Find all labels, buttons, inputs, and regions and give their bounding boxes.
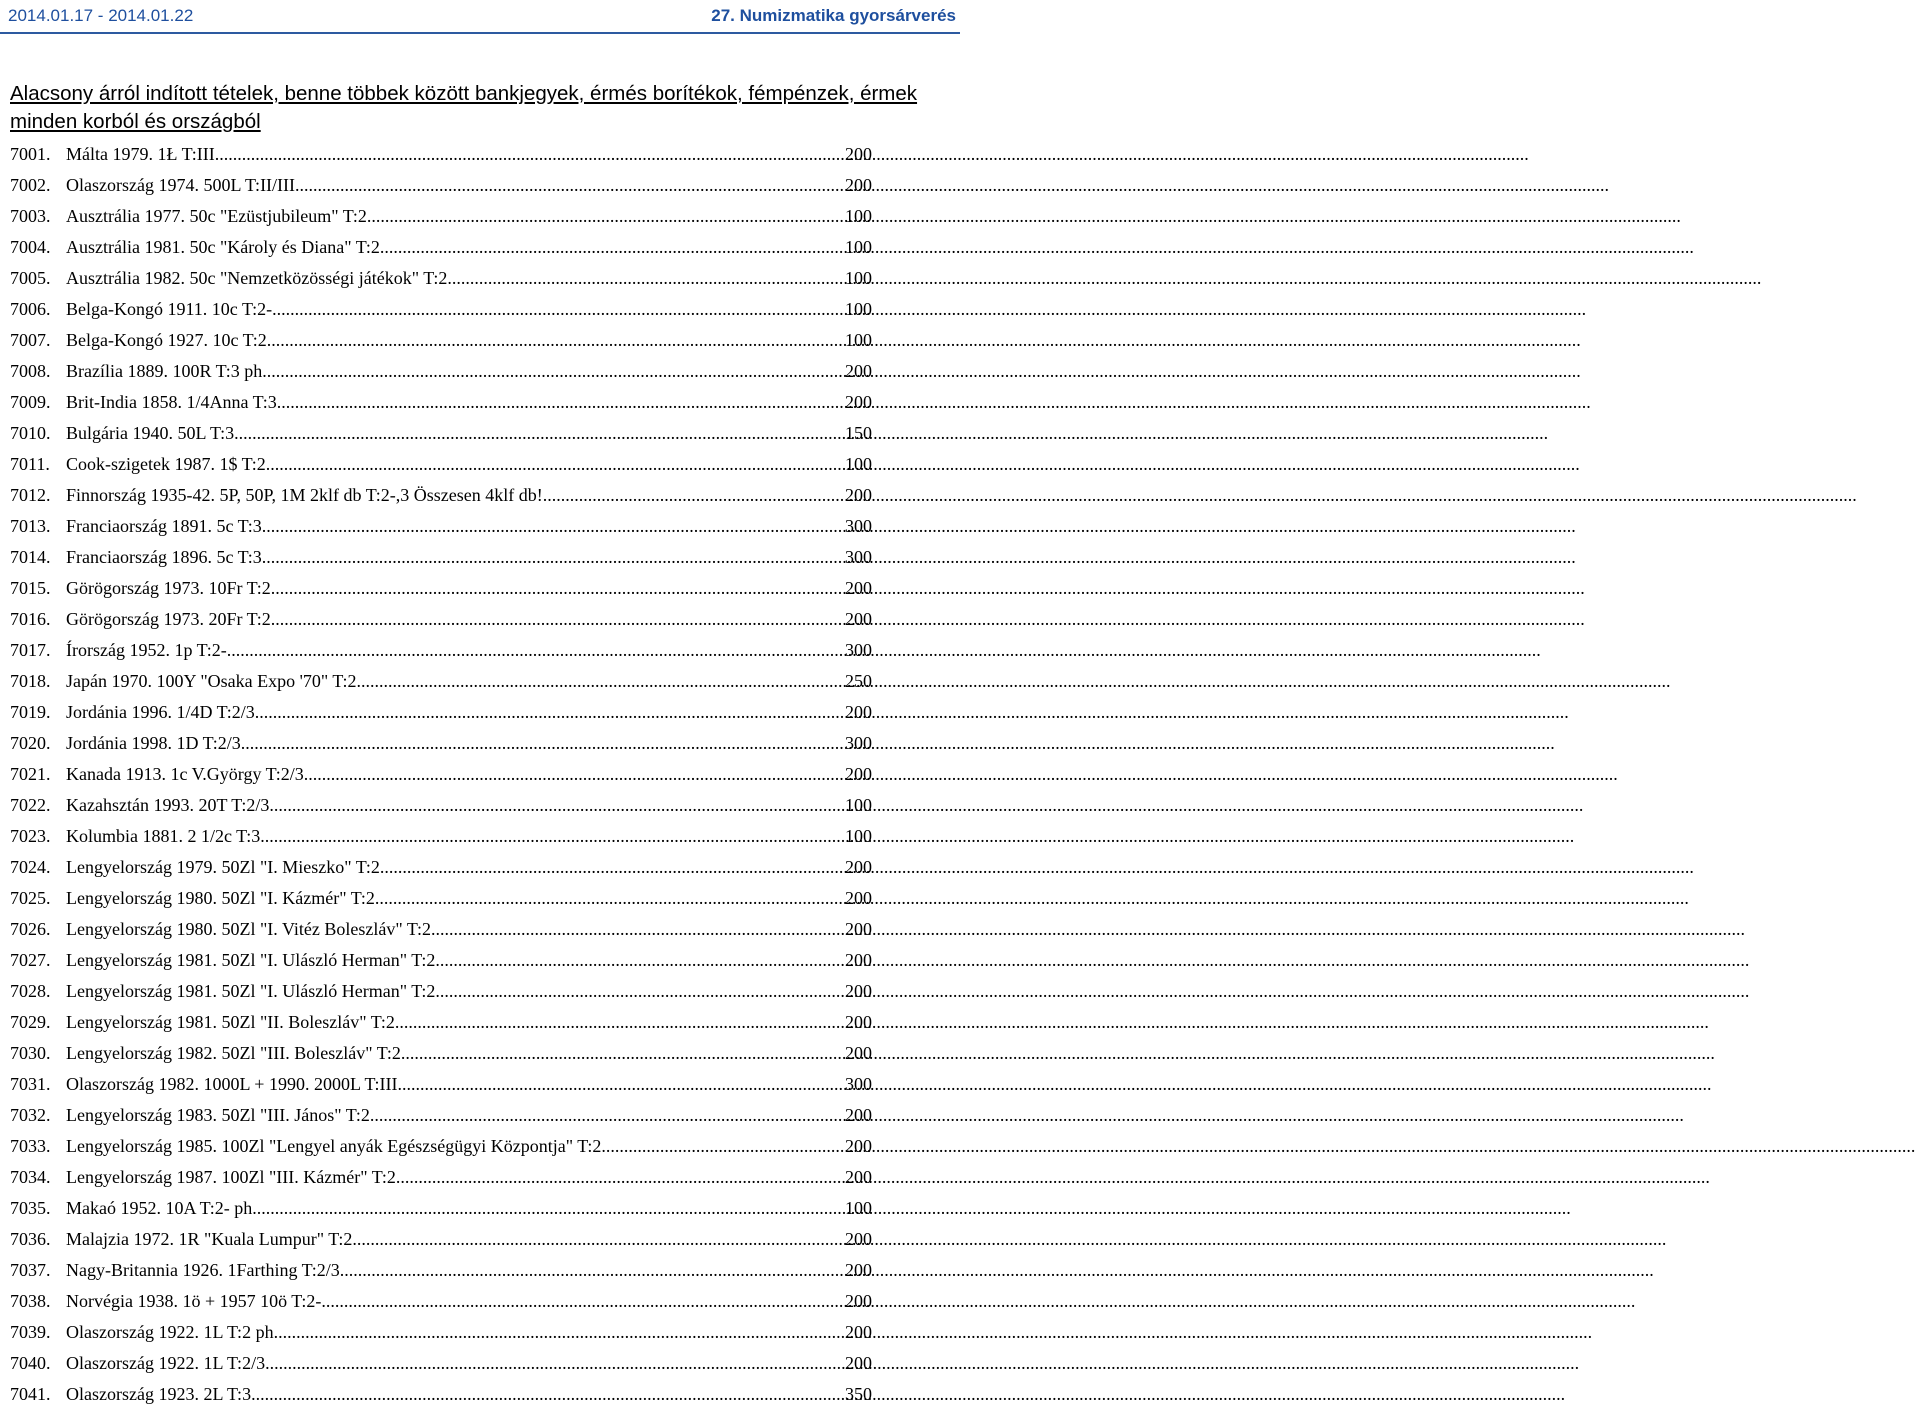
dot-leader [234,423,845,444]
dot-leader [357,671,845,692]
dot-leader [260,826,845,847]
lot-description: Kanada 1913. 1c V.György T:2/3 [66,764,304,784]
dot-leader [370,1105,845,1126]
lot-price: 300 [845,733,872,753]
lot-item [10,387,872,418]
lot-description: Makaó 1952. 10A T:2- ph. [66,1198,257,1218]
lot-item [10,945,872,976]
lot-price: 200 [845,1136,872,1156]
lot-price: 100 [845,237,872,257]
dot-leader [251,1384,845,1405]
lot-price: 300 [845,1074,872,1094]
dot-leader [241,733,845,754]
lot-item [10,1348,872,1379]
lot-price: 200 [845,1043,872,1063]
lot-item [10,1007,872,1038]
lot-number: 7013. [10,516,51,536]
dot-leader [431,919,845,940]
lot-description: Nagy-Britannia 1926. 1Farthing T:2/3 [66,1260,340,1280]
dot-leader [262,547,845,568]
lot-price: 200 [845,857,872,877]
lot-price: 300 [845,516,872,536]
lot-description: Lengyelország 1982. 50Zl "III. Boleszláv" T:2 [66,1043,401,1063]
lot-description: Lengyelország 1983. 50Zl "III. János" T:2 [66,1105,370,1125]
lot-item [10,294,872,325]
lot-price: 200 [845,1353,872,1373]
lot-description: Lengyelország 1981. 50Zl "I. Ulászló Herman" T:2 [66,981,436,1001]
lot-description: Olaszország 1922. 1L T:2 ph. [66,1322,279,1342]
dot-leader [272,299,845,320]
dot-leader [380,237,845,258]
lot-item [10,976,872,1007]
lot-price: 200 [845,1167,872,1187]
lot-price: 200 [845,144,872,164]
lot-item [10,790,872,821]
lot-price: 150 [845,423,872,443]
lot-price: 200 [845,609,872,629]
dot-leader [601,1136,845,1157]
dot-leader [340,1260,845,1281]
lot-price: 200 [845,1260,872,1280]
lot-number: 7010. [10,423,51,443]
lot-description: Jordánia 1998. 1D T:2/3 [66,733,241,753]
lot-item [10,635,872,666]
lot-description: Jordánia 1996. 1/4D T:2/3 [66,702,255,722]
lot-description: Görögország 1973. 20Fr T:2 [66,609,271,629]
lot-number: 7007. [10,330,51,350]
lot-price: 100 [845,268,872,288]
dot-leader [277,392,845,413]
lot-item [10,263,872,294]
dot-leader [395,1012,845,1033]
lot-item [10,821,872,852]
lot-description: Norvégia 1938. 1ö + 1957 10ö T:2- [66,1291,322,1311]
lot-number: 7039. [10,1322,51,1342]
lot-price: 200 [845,1291,872,1311]
lot-price: 200 [845,1229,872,1249]
lot-number: 7038. [10,1291,51,1311]
lot-number: 7023. [10,826,51,846]
lot-price: 200 [845,175,872,195]
lot-price: 350 [845,1384,872,1404]
lot-item [10,604,872,635]
dot-leader [278,1322,845,1343]
lot-number: 7031. [10,1074,51,1094]
lot-price: 100 [845,330,872,350]
lot-price: 100 [845,454,872,474]
lot-description: Lengyelország 1980. 50Zl "I. Vitéz Boleszláv" T:2 [66,919,431,939]
dot-leader [435,950,845,971]
lot-description: Görögország 1973. 10Fr T:2 [66,578,271,598]
lot-description: Lengyelország 1985. 100Zl "Lengyel anyák Egészségügyi Központja" T:2 [66,1136,602,1156]
lot-item [10,1100,872,1131]
dot-leader [396,1167,845,1188]
lot-description: Ausztrália 1977. 50c "Ezüstjubileum" T:2 [66,206,367,226]
dot-leader [262,516,845,537]
lot-description: Lengyelország 1981. 50Zl "II. Boleszláv" T:2 [66,1012,395,1032]
dot-leader [271,578,845,599]
lot-number: 7037. [10,1260,51,1280]
lot-number: 7002. [10,175,51,195]
lot-description: Lengyelország 1981. 50Zl "I. Ulászló Herman" T:2 [66,950,436,970]
lot-item [10,914,872,945]
lot-item [10,728,872,759]
dot-leader [257,1198,845,1219]
dot-leader [227,640,845,661]
lot-item [10,1286,872,1317]
lot-number: 7035. [10,1198,51,1218]
dot-leader [269,795,845,816]
lot-number: 7036. [10,1229,51,1249]
dot-leader [321,1291,845,1312]
lot-number: 7012. [10,485,51,505]
dot-leader [380,857,845,878]
dot-leader [447,268,845,289]
lot-number: 7003. [10,206,51,226]
lot-item [10,1069,872,1100]
lot-description: Lengyelország 1980. 50Zl "I. Kázmér" T:2 [66,888,375,908]
lot-description: Írország 1952. 1p T:2- [66,640,227,660]
lot-item [10,883,872,914]
lot-item [10,573,872,604]
lot-price: 200 [845,702,872,722]
lot-price: 200 [845,764,872,784]
lot-description: Olaszország 1982. 1000L + 1990. 2000L T:III [66,1074,398,1094]
lot-number: 7032. [10,1105,51,1125]
lot-item [10,139,872,170]
lot-price: 200 [845,1322,872,1342]
lot-number: 7034. [10,1167,51,1187]
lot-price: 200 [845,981,872,1001]
dot-leader [267,361,845,382]
header-title: 27. Numizmatika gyorsárverés [711,6,956,25]
header-dates: 2014.01.17 - 2014.01.22 [8,6,194,25]
lot-number: 7025. [10,888,51,908]
lot-number: 7040. [10,1353,51,1373]
lot-description: Brazília 1889. 100R T:3 ph. [66,361,267,381]
lot-description: Málta 1979. 1Ł T:III [66,144,215,164]
lot-number: 7018. [10,671,51,691]
dot-leader [401,1043,845,1064]
lot-item [10,1193,872,1224]
lot-number: 7022. [10,795,51,815]
lot-price: 200 [845,1105,872,1125]
lot-number: 7016. [10,609,51,629]
lot-price: 200 [845,950,872,970]
dot-leader [435,981,845,1002]
lot-number: 7020. [10,733,51,753]
lot-description: Franciaország 1896. 5c T:3 [66,547,262,567]
lot-item [10,759,872,790]
lot-number: 7005. [10,268,51,288]
lot-price: 300 [845,640,872,660]
lot-description: Kazahsztán 1993. 20T T:2/3 [66,795,270,815]
lot-item [10,1131,872,1162]
lot-description: Olaszország 1922. 1L T:2/3 [66,1353,266,1373]
lot-item [10,418,872,449]
lot-number: 7006. [10,299,51,319]
lot-item [10,170,872,201]
lot-price: 200 [845,888,872,908]
lot-number: 7021. [10,764,51,784]
section-title: Alacsony árról indított tételek, benne többek között bankjegyek, érmés borítékok, fémpénzek, érmek minden korból és országból [10,82,918,133]
lot-number: 7011. [10,454,50,474]
dot-leader [215,144,845,165]
lot-item [10,1379,872,1410]
lot-item [10,1038,872,1069]
lot-item [10,325,872,356]
lot-description: Lengyelország 1979. 50Zl "I. Mieszko" T:2 [66,857,380,877]
lot-item [10,666,872,697]
lot-number: 7015. [10,578,51,598]
dot-leader [295,175,845,196]
lot-description: Olaszország 1923. 2L T:3 [66,1384,252,1404]
lot-item [10,449,872,480]
lot-description: Belga-Kongó 1911. 10c T:2- [66,299,273,319]
lot-price: 200 [845,485,872,505]
lot-price: 100 [845,795,872,815]
lot-item [10,511,872,542]
lot-price: 200 [845,919,872,939]
lot-number: 7017. [10,640,51,660]
lot-price: 300 [845,547,872,567]
lot-description: Ausztrália 1982. 50c "Nemzetközösségi játékok" T:2 [66,268,448,288]
dot-leader [304,764,845,785]
lot-item [10,542,872,573]
lot-number: 7008. [10,361,51,381]
lot-number: 7026. [10,919,51,939]
lot-description: Ausztrália 1981. 50c "Károly és Diana" T:2 [66,237,380,257]
lot-description: Bulgária 1940. 50L T:3 [66,423,235,443]
lot-description: Kolumbia 1881. 2 1/2c T:3 [66,826,261,846]
lot-number: 7014. [10,547,51,567]
lot-list [10,139,872,1410]
lot-number: 7029. [10,1012,51,1032]
lot-item [10,356,872,387]
lot-description: Cook-szigetek 1987. 1$ T:2 [66,454,266,474]
lot-item [10,1162,872,1193]
page-header [0,0,960,34]
lot-number: 7033. [10,1136,51,1156]
lot-description: Lengyelország 1987. 100Zl "III. Kázmér" T:2 [66,1167,396,1187]
dot-leader [543,485,845,506]
lot-item [10,480,872,511]
lot-price: 200 [845,392,872,412]
dot-leader [255,702,845,723]
lot-number: 7027. [10,950,51,970]
lot-item [10,201,872,232]
lot-number: 7041. [10,1384,51,1404]
lot-description: Malajzia 1972. 1R "Kuala Lumpur" T:2 [66,1229,353,1249]
lot-number: 7028. [10,981,51,1001]
lot-price: 100 [845,1198,872,1218]
lot-price: 250 [845,671,872,691]
lot-number: 7030. [10,1043,51,1063]
lot-number: 7024. [10,857,51,877]
dot-leader [265,1353,845,1374]
dot-leader [266,454,845,475]
lot-price: 100 [845,206,872,226]
lot-price: 200 [845,1012,872,1032]
lot-description: Franciaország 1891. 5c T:3 [66,516,262,536]
lot-description: Finnország 1935-42. 5P, 50P, 1M 2klf db T:2-,3 Összesen 4klf db! [66,485,543,505]
dot-leader [267,330,845,351]
lot-number: 7001. [10,144,51,164]
lot-item [10,232,872,263]
dot-leader [398,1074,845,1095]
lot-item [10,1224,872,1255]
lot-number: 7009. [10,392,51,412]
lot-item [10,1317,872,1348]
dot-leader [367,206,845,227]
lot-item [10,697,872,728]
dot-leader [271,609,845,630]
lot-item [10,1255,872,1286]
lot-price: 200 [845,361,872,381]
lot-description: Olaszország 1974. 500L T:II/III [66,175,296,195]
lot-description: Japán 1970. 100Y "Osaka Expo '70" T:2 [66,671,357,691]
lot-item [10,852,872,883]
dot-leader [375,888,845,909]
dot-leader [352,1229,845,1250]
lot-description: Brit-India 1858. 1/4Anna T:3 [66,392,277,412]
lot-description: Belga-Kongó 1927. 10c T:2 [66,330,267,350]
lot-number: 7019. [10,702,51,722]
lot-price: 100 [845,299,872,319]
lot-price: 100 [845,826,872,846]
lot-price: 200 [845,578,872,598]
lot-number: 7004. [10,237,51,257]
